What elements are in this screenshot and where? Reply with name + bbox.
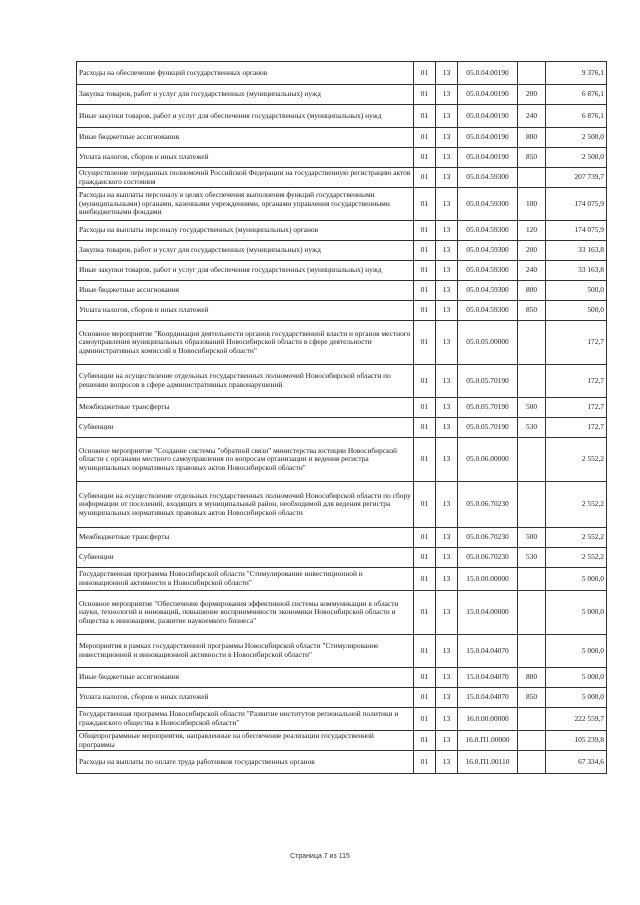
section-code: 01 [414,188,436,221]
budget-item-name: Иные бюджетные ассигнования [77,668,414,688]
subsection-code: 13 [436,321,458,365]
section-code: 01 [414,568,436,591]
expense-type-code: 850 [518,688,546,708]
amount: 2 552,2 [546,438,607,482]
section-code: 01 [414,751,436,774]
budget-item-name: Субвенции на осуществление отдельных государственных полномочий Новосибирской области по решению вопросов в сфере административных правонарушений [77,365,414,398]
expense-type-code: 850 [518,301,546,321]
budget-item-name: Уплата налогов, сборов и иных платежей [77,148,414,168]
subsection-code: 13 [436,708,458,731]
amount: 222 559,7 [546,708,607,731]
amount: 5 000,0 [546,688,607,708]
amount: 6 876,1 [546,85,607,105]
expense-type-code: 500 [518,398,546,418]
budget-item-name: Иные закупки товаров, работ и услуг для обеспечения государственных (муниципальных) нужд [77,105,414,128]
table-row [77,438,607,482]
subsection-code: 13 [436,85,458,105]
amount: 9 376,1 [546,62,607,85]
table-row [77,221,607,241]
table-row [77,128,607,148]
target-article-code: 15.0.00.00000 [458,568,518,591]
budget-item-name: Иные закупки товаров, работ и услуг для обеспечения государственных (муниципальных) нужд [77,261,414,281]
amount: 172,7 [546,398,607,418]
subsection-code: 13 [436,105,458,128]
budget-item-name: Расходы на выплаты персоналу государственных (муниципальных) органов [77,221,414,241]
target-article-code: 05.0.04.00190 [458,128,518,148]
target-article-code: 15.0.04.04070 [458,635,518,668]
section-code: 01 [414,321,436,365]
amount: 2 500,0 [546,128,607,148]
table-row [77,591,607,635]
target-article-code: 05.0.04.59300 [458,301,518,321]
table-row [77,365,607,398]
amount: 6 876,1 [546,105,607,128]
table-row [77,568,607,591]
budget-item-name: Общепрограммные мероприятия, направленные на обеспечение реализации государственной программы [77,731,414,751]
amount: 172,7 [546,321,607,365]
section-code: 01 [414,281,436,301]
amount: 172,7 [546,365,607,398]
table-row [77,85,607,105]
amount: 2 500,0 [546,148,607,168]
section-code: 01 [414,365,436,398]
section-code: 01 [414,548,436,568]
amount: 105 239,8 [546,731,607,751]
target-article-code: 05.0.05.70190 [458,398,518,418]
expense-type-code [518,751,546,774]
section-code: 01 [414,731,436,751]
amount: 172,7 [546,418,607,438]
budget-item-name: Мероприятия в рамках государственной программы Новосибирской области "Стимулирование инвестиционной и инновационной активности в Новосибирской области" [77,635,414,668]
expense-type-code: 200 [518,241,546,261]
page-number: Страница 7 из 115 [290,853,350,860]
budget-item-name: Иные бюджетные ассигнования [77,128,414,148]
section-code: 01 [414,105,436,128]
section-code: 01 [414,528,436,548]
table-row [77,418,607,438]
subsection-code: 13 [436,482,458,528]
subsection-code: 13 [436,751,458,774]
target-article-code: 05.0.05.70190 [458,365,518,398]
amount: 500,0 [546,281,607,301]
expense-type-code: 100 [518,188,546,221]
subsection-code: 13 [436,688,458,708]
budget-item-name: Межбюджетные трансферты [77,398,414,418]
section-code: 01 [414,708,436,731]
subsection-code: 13 [436,591,458,635]
target-article-code: 15.0.04.04070 [458,688,518,708]
expense-type-code: 200 [518,85,546,105]
amount: 5 000,0 [546,591,607,635]
table-row [77,188,607,221]
section-code: 01 [414,148,436,168]
expense-type-code: 850 [518,148,546,168]
expense-type-code: 800 [518,128,546,148]
section-code: 01 [414,635,436,668]
section-code: 01 [414,128,436,148]
amount: 2 552,2 [546,548,607,568]
budget-item-name: Расходы на выплаты по оплате труда работников государственных органов [77,751,414,774]
amount: 33 163,8 [546,261,607,281]
section-code: 01 [414,591,436,635]
target-article-code: 05.0.04.00190 [458,105,518,128]
section-code: 01 [414,85,436,105]
amount: 5 000,0 [546,635,607,668]
table-row [77,751,607,774]
target-article-code: 05.0.06.70230 [458,528,518,548]
expense-type-code: 500 [518,528,546,548]
section-code: 01 [414,62,436,85]
expense-type-code: 240 [518,261,546,281]
budget-item-name: Субвенции на осуществление отдельных государственных полномочий Новосибирской области по сбору информации от поселений, входящих в муниципальный район, необходимой для ведения регистра муниципальных нормативных правовых актов Новосибирской области [77,482,414,528]
target-article-code: 05.0.06.70230 [458,482,518,528]
subsection-code: 13 [436,128,458,148]
expense-type-code [518,365,546,398]
subsection-code: 13 [436,148,458,168]
table-row [77,105,607,128]
section-code: 01 [414,418,436,438]
target-article-code: 05.0.04.00190 [458,62,518,85]
expense-type-code [518,591,546,635]
expense-type-code: 530 [518,548,546,568]
budget-item-name: Государственная программа Новосибирской области "Развитие институтов региональной политики и гражданского общества в Новосибирской области" [77,708,414,731]
target-article-code: 16.0.П1.00000 [458,731,518,751]
table-row [77,301,607,321]
target-article-code: 05.0.04.00190 [458,148,518,168]
subsection-code: 13 [436,188,458,221]
expense-type-code [518,731,546,751]
amount: 174 075,9 [546,188,607,221]
amount: 174 075,9 [546,221,607,241]
budget-table [76,61,607,774]
table-row [77,528,607,548]
target-article-code: 15.0.04.04070 [458,668,518,688]
table-row [77,548,607,568]
budget-item-name: Уплата налогов, сборов и иных платежей [77,688,414,708]
target-article-code: 05.0.04.59300 [458,281,518,301]
budget-item-name: Государственная программа Новосибирской области "Стимулирование инвестиционной и инновационной активности в Новосибирской области" [77,568,414,591]
subsection-code: 13 [436,731,458,751]
table-row [77,62,607,85]
budget-item-name: Основное мероприятие "Обеспечение формирования эффективной системы коммуникации в области науки, технологий и инноваций, повышение восприимчивости экономики Новосибирской области и общества к инновациям, развитие наукоемкого бизнеса" [77,591,414,635]
expense-type-code: 800 [518,281,546,301]
table-row [77,688,607,708]
budget-item-name: Основное мероприятие "Создание системы "обратной связи" министерства юстиции Новосибирской области с органами местного самоуправления по вопросам организации и ведения регистра муниципальных нормативных правовых актов Новосибирской области" [77,438,414,482]
target-article-code: 05.0.05.00000 [458,321,518,365]
target-article-code: 05.0.04.59300 [458,261,518,281]
target-article-code: 05.0.05.70190 [458,418,518,438]
expense-type-code [518,438,546,482]
section-code: 01 [414,438,436,482]
amount: 2 552,2 [546,528,607,548]
amount: 5 000,0 [546,568,607,591]
amount: 207 739,7 [546,168,607,188]
expense-type-code: 120 [518,221,546,241]
expense-type-code: 530 [518,418,546,438]
table-row [77,398,607,418]
target-article-code: 05.0.06.70230 [458,548,518,568]
expense-type-code [518,708,546,731]
table-row [77,668,607,688]
budget-item-name: Межбюджетные трансферты [77,528,414,548]
section-code: 01 [414,688,436,708]
expense-type-code [518,635,546,668]
expense-type-code: 800 [518,668,546,688]
budget-item-name: Расходы на выплаты персоналу в целях обеспечения выполнения функций государственными (муниципальными) органами, казенными учреждениями, органами управления государственными внебюджетными фондами [77,188,414,221]
section-code: 01 [414,221,436,241]
section-code: 01 [414,301,436,321]
table-row [77,241,607,261]
budget-item-name: Иные бюджетные ассигнования [77,281,414,301]
target-article-code: 05.0.04.59300 [458,221,518,241]
subsection-code: 13 [436,365,458,398]
subsection-code: 13 [436,221,458,241]
table-row [77,708,607,731]
budget-item-name: Основное мероприятие "Координация деятельности органов государственной власти и органов местного самоуправления муниципальных образований Новосибирской области в сфере деятельности административных комиссий в Новосибирской области" [77,321,414,365]
subsection-code: 13 [436,635,458,668]
expense-type-code [518,62,546,85]
expense-type-code [518,482,546,528]
subsection-code: 13 [436,548,458,568]
table-row [77,168,607,188]
target-article-code: 05.0.04.59300 [458,241,518,261]
section-code: 01 [414,241,436,261]
budget-item-name: Уплата налогов, сборов и иных платежей [77,301,414,321]
amount: 5 000,0 [546,668,607,688]
table-row [77,482,607,528]
subsection-code: 13 [436,528,458,548]
target-article-code: 16.0.П1.00110 [458,751,518,774]
section-code: 01 [414,482,436,528]
expense-type-code [518,168,546,188]
subsection-code: 13 [436,568,458,591]
budget-item-name: Осуществление переданных полномочий Российской Федерации на государственную регистрацию актов гражданского состояния [77,168,414,188]
section-code: 01 [414,398,436,418]
target-article-code: 16.0.00.00000 [458,708,518,731]
subsection-code: 13 [436,281,458,301]
section-code: 01 [414,168,436,188]
subsection-code: 13 [436,668,458,688]
target-article-code: 05.0.04.00190 [458,85,518,105]
expense-type-code: 240 [518,105,546,128]
amount: 500,0 [546,301,607,321]
budget-item-name: Субвенции [77,418,414,438]
target-article-code: 05.0.06.00000 [458,438,518,482]
table-row [77,321,607,365]
section-code: 01 [414,261,436,281]
subsection-code: 13 [436,418,458,438]
amount: 67 334,6 [546,751,607,774]
budget-item-name: Расходы на обеспечение функций государственных органов [77,62,414,85]
target-article-code: 15.0.04.00000 [458,591,518,635]
amount: 2 552,2 [546,482,607,528]
budget-item-name: Закупка товаров, работ и услуг для государственных (муниципальных) нужд [77,241,414,261]
table-row [77,281,607,301]
subsection-code: 13 [436,261,458,281]
budget-item-name: Закупка товаров, работ и услуг для государственных (муниципальных) нужд [77,85,414,105]
budget-table-body [77,62,607,774]
section-code: 01 [414,668,436,688]
table-row [77,261,607,281]
subsection-code: 13 [436,168,458,188]
table-row [77,731,607,751]
expense-type-code [518,568,546,591]
subsection-code: 13 [436,301,458,321]
target-article-code: 05.0.04.59300 [458,168,518,188]
subsection-code: 13 [436,398,458,418]
expense-type-code [518,321,546,365]
subsection-code: 13 [436,241,458,261]
target-article-code: 05.0.04.59300 [458,188,518,221]
subsection-code: 13 [436,438,458,482]
budget-item-name: Субвенции [77,548,414,568]
subsection-code: 13 [436,62,458,85]
amount: 33 163,8 [546,241,607,261]
table-row [77,148,607,168]
table-row [77,635,607,668]
